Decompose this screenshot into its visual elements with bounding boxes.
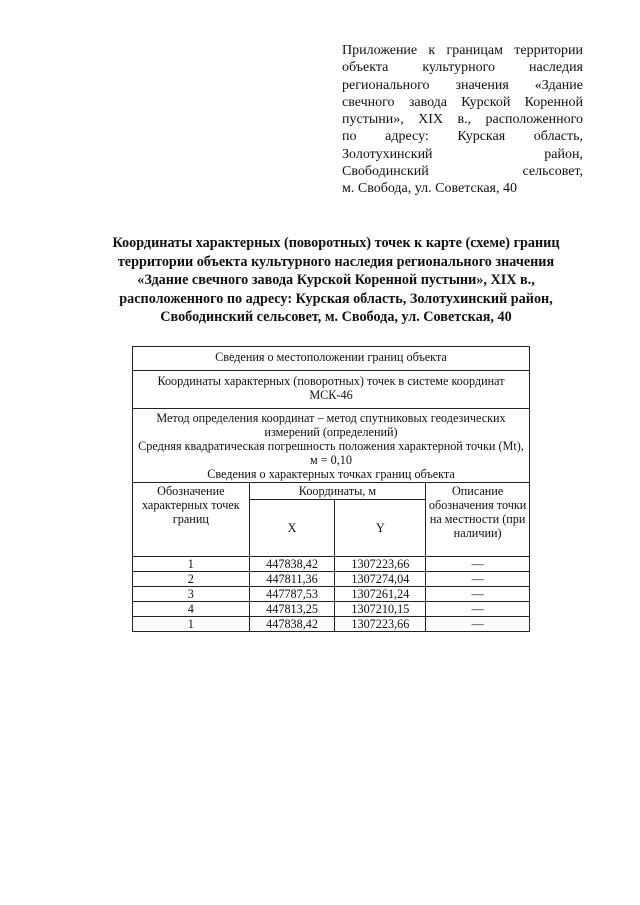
annex-line: регионального значения «Здание	[342, 77, 583, 93]
title-line: Координаты характерных (поворотных) точек к карте (схеме) границ	[112, 235, 560, 251]
point-id: 2	[133, 572, 250, 587]
location-header: Сведения о местоположении границ объекта	[133, 347, 530, 371]
col-point-header: Обозначение характерных точек границ	[133, 483, 250, 557]
coord-y: 1307210,15	[335, 602, 426, 617]
point-id: 1	[133, 617, 250, 632]
point-id: 1	[133, 557, 250, 572]
points-header: Сведения о характерных точках границ объекта	[133, 467, 530, 483]
annex-line: Золотухинский район,	[342, 146, 583, 162]
annex-note	[342, 42, 583, 198]
table-row	[133, 557, 530, 572]
annex-line: м. Свобода, ул. Советская, 40	[342, 181, 517, 197]
title-line: Свободинский сельсовет, м. Свобода, ул. Советская, 40	[160, 309, 512, 326]
title-line: территории объекта культурного наследия регионального значения	[117, 253, 555, 270]
method-cell	[133, 409, 530, 468]
annex-line: по адресу: Курская область,	[342, 129, 583, 145]
method-text: Метод определения координат – метод спутниковых геодезических измерений (определений)	[156, 411, 506, 439]
coord-system-cell: Координаты характерных (поворотных) точек в системе координат МСК-46	[133, 371, 530, 409]
point-desc: —	[426, 587, 530, 602]
col-desc-header: Описание обозначения точки на местности (при наличии)	[426, 483, 530, 557]
coord-y: 1307223,66	[335, 617, 426, 632]
annex-line: объекта культурного наследия	[342, 60, 583, 76]
annex-line: пустыни», XIX в., расположенного	[342, 112, 583, 128]
accuracy-text: Средняя квадратическая погрешность положения характерной точки (Mt), м = 0,10	[138, 439, 524, 467]
col-y-header: Y	[335, 500, 426, 557]
table-row	[133, 587, 530, 602]
coord-x: 447811,36	[249, 572, 335, 587]
table-row	[133, 572, 530, 587]
col-x-header: X	[249, 500, 335, 557]
annex-line: Приложение к границам территории	[342, 43, 583, 58]
coord-x: 447787,53	[249, 587, 335, 602]
coord-x: 447838,42	[249, 557, 335, 572]
coord-x: 447813,25	[249, 602, 335, 617]
point-desc: —	[426, 602, 530, 617]
document-title	[92, 234, 580, 327]
coord-y: 1307223,66	[335, 557, 426, 572]
table-row	[133, 617, 530, 632]
point-id: 3	[133, 587, 250, 602]
point-desc: —	[426, 572, 530, 587]
annex-line: свечного завода Курской Коренной	[342, 94, 583, 110]
title-line: «Здание свечного завода Курской Коренной пустыни», XIX в.,	[137, 272, 535, 289]
title-line: расположенного по адресу: Курская область, Золотухинский район,	[119, 290, 553, 307]
point-desc: —	[426, 617, 530, 632]
coord-y: 1307274,04	[335, 572, 426, 587]
coord-x: 447838,42	[249, 617, 335, 632]
point-id: 4	[133, 602, 250, 617]
point-desc: —	[426, 557, 530, 572]
col-coords-header: Координаты, м	[249, 483, 426, 500]
table-row	[133, 602, 530, 617]
coordinates-table	[132, 346, 530, 632]
coord-y: 1307261,24	[335, 587, 426, 602]
annex-line: Свободинский сельсовет,	[342, 164, 583, 180]
